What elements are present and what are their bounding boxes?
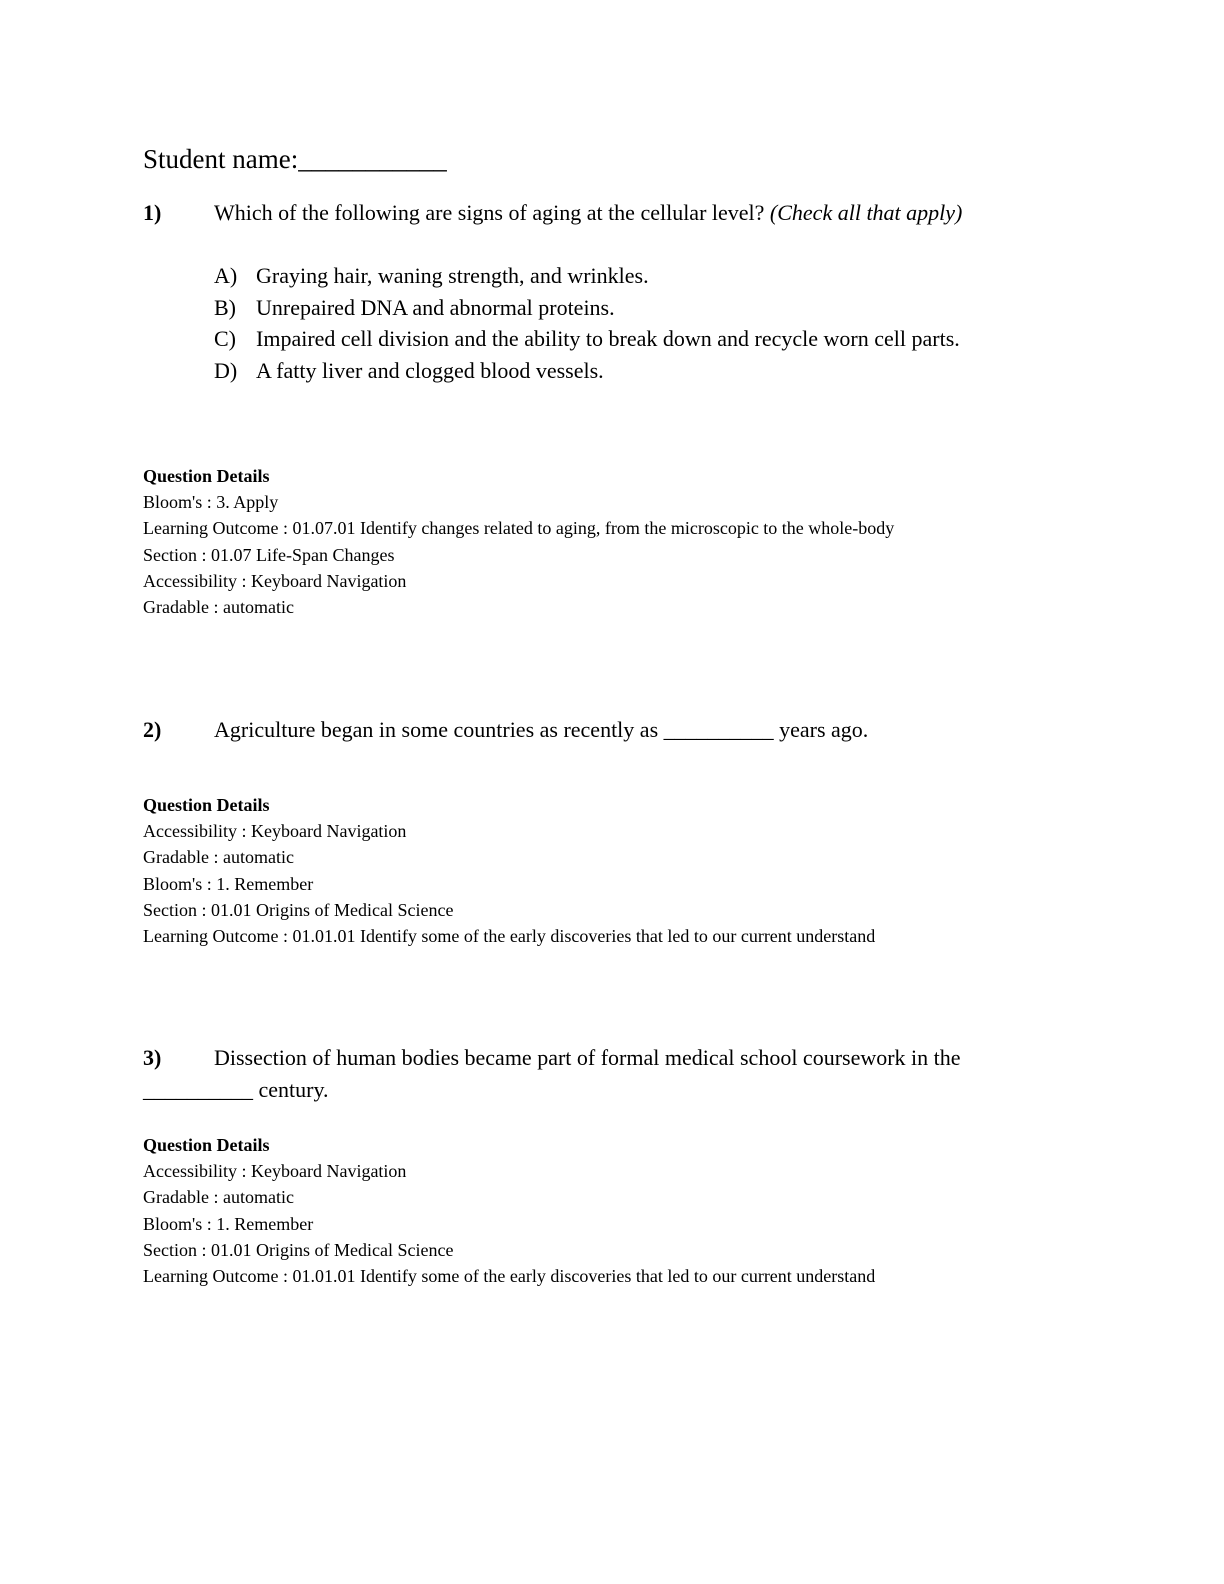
question-1-number: 1) bbox=[143, 200, 162, 225]
details-line: Accessibility : Keyboard Navigation bbox=[143, 1161, 407, 1182]
question-3-number: 3) bbox=[143, 1045, 162, 1070]
option-text: Unrepaired DNA and abnormal proteins. bbox=[256, 295, 615, 320]
question-1-text bbox=[214, 199, 962, 227]
question-3-text: Dissection of human bodies became part of formal medical school coursework in the bbox=[214, 1045, 961, 1070]
details-line: Section : 01.01 Origins of Medical Science bbox=[143, 1239, 454, 1260]
question-1-option-a bbox=[214, 262, 649, 290]
details-line: Learning Outcome : 01.07.01 Identify changes related to aging, from the microscopic to the whole-body bbox=[143, 518, 895, 539]
question-1-option-b bbox=[214, 294, 615, 322]
question-1-instruction: (Check all that apply) bbox=[769, 200, 963, 225]
option-letter: C) bbox=[214, 326, 236, 351]
details-line: Section : 01.07 Life-Span Changes bbox=[143, 544, 395, 565]
details-heading: Question Details bbox=[143, 1135, 270, 1155]
question-2-details bbox=[143, 792, 875, 949]
option-text: Impaired cell division and the ability to break down and recycle worn cell parts. bbox=[256, 326, 960, 351]
option-text: A fatty liver and clogged blood vessels. bbox=[256, 358, 604, 383]
option-letter: A) bbox=[214, 263, 238, 288]
details-line: Accessibility : Keyboard Navigation bbox=[143, 821, 407, 842]
details-line: Gradable : automatic bbox=[143, 1187, 294, 1208]
option-letter: D) bbox=[214, 358, 238, 383]
question-3-details bbox=[143, 1132, 875, 1289]
question-1-details bbox=[143, 463, 894, 620]
details-heading: Question Details bbox=[143, 466, 270, 486]
details-line: Gradable : automatic bbox=[143, 847, 294, 868]
question-1-option-c bbox=[214, 325, 960, 353]
details-line: Bloom's : 1. Remember bbox=[143, 873, 314, 894]
question-2-text: Agriculture began in some countries as recently as __________ years ago. bbox=[214, 717, 869, 742]
details-line: Gradable : automatic bbox=[143, 597, 294, 618]
details-line: Section : 01.01 Origins of Medical Science bbox=[143, 899, 454, 920]
student-name-label: Student name:___________ bbox=[143, 144, 447, 174]
question-2-number: 2) bbox=[143, 717, 162, 742]
details-line: Learning Outcome : 01.01.01 Identify some of the early discoveries that led to our current understand bbox=[143, 1266, 876, 1287]
details-line: Accessibility : Keyboard Navigation bbox=[143, 570, 407, 591]
details-line: Bloom's : 3. Apply bbox=[143, 492, 279, 513]
details-line: Learning Outcome : 01.01.01 Identify some of the early discoveries that led to our current understand bbox=[143, 926, 876, 947]
option-letter: B) bbox=[214, 295, 236, 320]
details-heading: Question Details bbox=[143, 795, 270, 815]
details-line: Bloom's : 1. Remember bbox=[143, 1213, 314, 1234]
question-1-option-d bbox=[214, 357, 604, 385]
option-text: Graying hair, waning strength, and wrinkles. bbox=[256, 263, 649, 288]
question-3-text-continued: __________ century. bbox=[143, 1077, 329, 1102]
question-1-prompt: Which of the following are signs of aging at the cellular level? bbox=[214, 200, 770, 225]
